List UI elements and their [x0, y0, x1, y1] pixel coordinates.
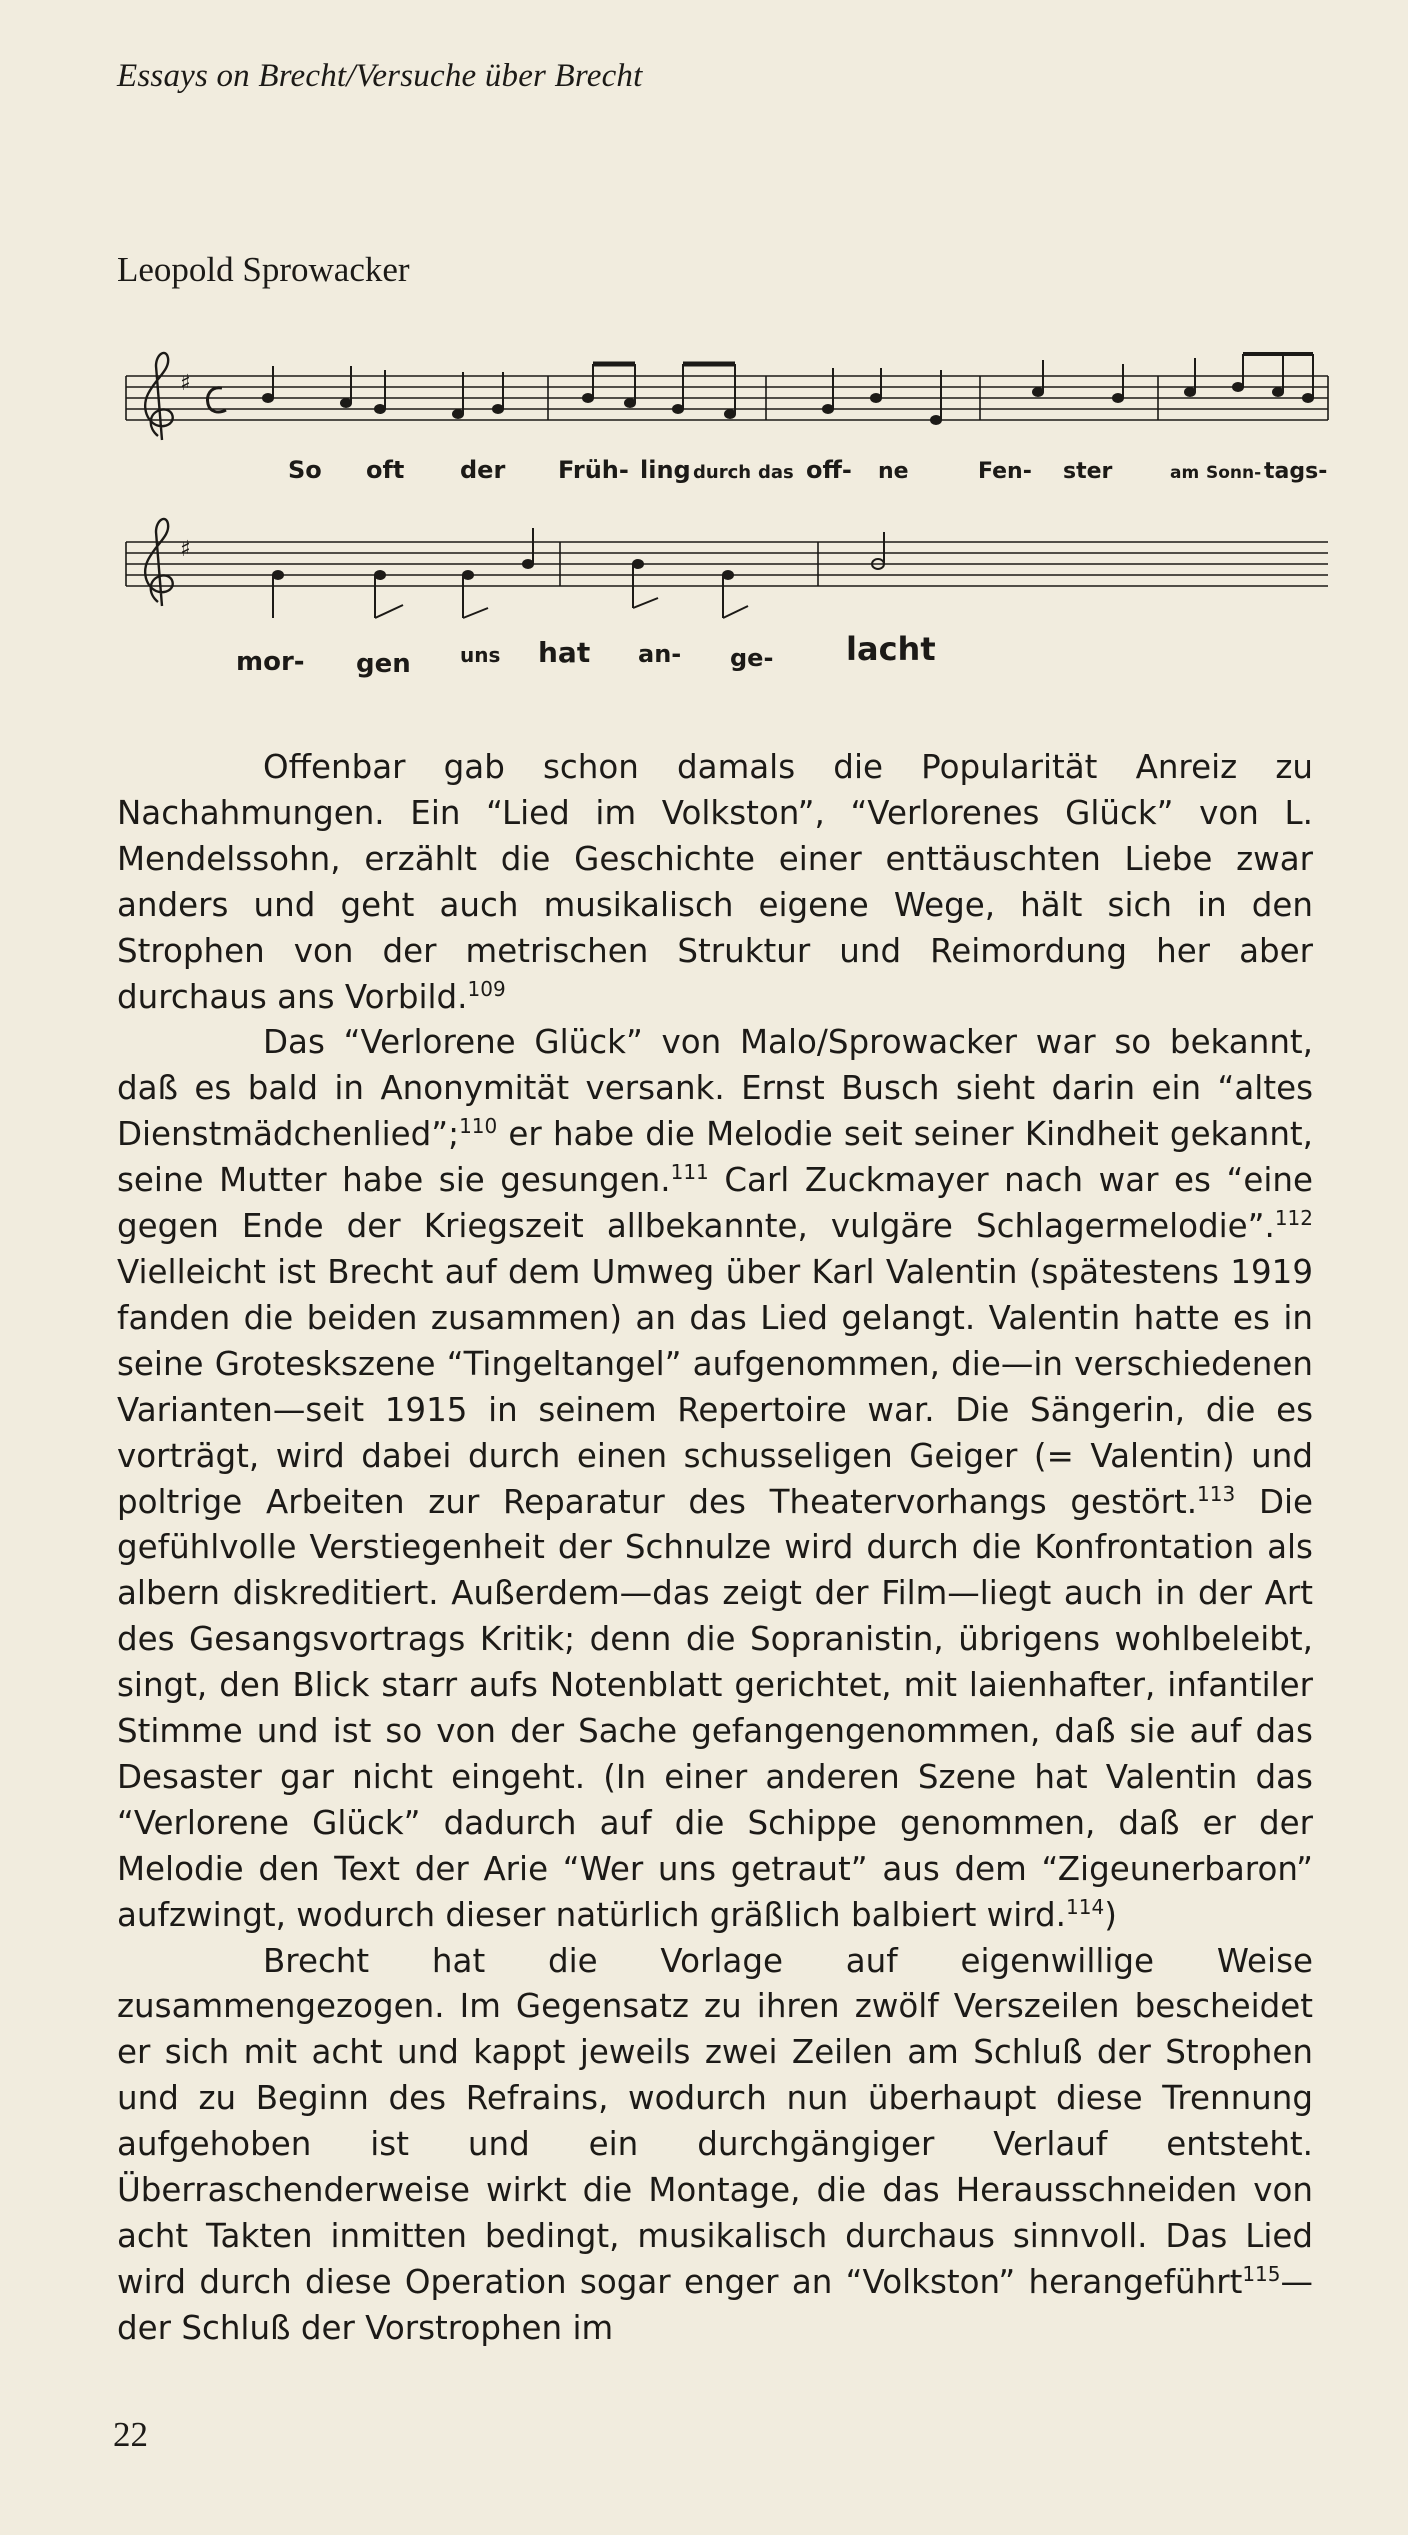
footnote-ref: 112	[1274, 1206, 1313, 1231]
footnote-ref: 113	[1197, 1481, 1236, 1506]
score-lyric: lacht	[846, 630, 936, 668]
svg-text:♯: ♯	[180, 537, 191, 562]
paragraph: Offenbar gab schon damals die Popularität Anreiz zu Nachahmungen. Ein “Lied im Volkston”, “Verlorenes Glück” von L. Mendelssohn, erzählt die Geschichte einer enttäuschten Liebe zwar anders und geht auch musikalisch eigene Wege, hält sich in den Strophen von der metrischen Struktur und Reimordung her aber durchaus ans Vorbild.$^{109}$	[117, 748, 1313, 1016]
body-text	[117, 745, 1313, 2352]
footnote-ref: 110	[459, 1114, 498, 1139]
paragraph: Brecht hat die Vorlage auf eigenwillige Weise zusammengezogen. Im Gegensatz zu ihren zwölf Verszeilen bescheidet er sich mit acht und kappt jeweils zwei Zeilen am Schluß der Strophen und zu Beginn des Refrains, wodurch nun überhaupt diese Trennung aufgehoben ist und ein durchgängiger Verlauf entsteht. Überraschenderweise wirkt die Montage, die das Herausschneiden von acht Takten inmitten bedingt, musikalisch durchaus sinnvoll. Das Lied wird durch diese Operation sogar enger an “Volkston” herangeführt$^{115}$—der Schluß der Vorstrophen im	[117, 1941, 1313, 2347]
score-lyric: hat	[538, 636, 591, 669]
footnote-ref: 114	[1066, 1894, 1105, 1919]
score-lyric: durch	[693, 462, 752, 483]
score-lyric: oft	[366, 456, 405, 484]
score-lyric: So	[288, 456, 322, 484]
music-score	[118, 350, 1333, 710]
score-lyric: an-	[638, 640, 682, 668]
score-lyric: Fen-	[978, 459, 1032, 484]
score-lyric: Früh-	[558, 456, 629, 484]
score-lyric: ge-	[730, 644, 774, 672]
page-number: 22	[113, 2415, 148, 2454]
score-lyric: ne	[878, 459, 909, 484]
score-lyric: der	[460, 456, 506, 484]
score-lyric: gen	[356, 649, 411, 679]
score-svg	[118, 350, 1333, 710]
footnote-ref: 111	[670, 1160, 709, 1185]
score-lyric: am	[1170, 463, 1200, 483]
footnote-ref: 115	[1242, 2262, 1281, 2287]
svg-text:♯: ♯	[180, 371, 191, 396]
score-lyric: tags-	[1264, 459, 1328, 484]
score-lyric: ling	[640, 456, 691, 484]
score-lyric: mor-	[236, 647, 305, 677]
score-lyric: uns	[460, 643, 501, 667]
score-lyric: ster	[1063, 459, 1113, 484]
score-lyric: das	[758, 462, 794, 483]
score-lyric: off-	[806, 456, 852, 484]
score-lyric: Sonn-	[1206, 463, 1262, 483]
composer-name: Leopold Sprowacker	[117, 250, 410, 289]
footnote-ref: 109	[467, 976, 506, 1001]
paragraph: Das “Verlorene Glück” von Malo/Sprowacker war so bekannt, daß es bald in Anonymität versank. Ernst Busch sieht darin ein “altes Dienstmädchenlied”;$^{110}$ er habe die Melodie seit seiner Kindheit gekannt, seine Mutter habe sie gesungen.$^{111}$ Carl Zuckmayer nach war es “eine gegen Ende der Kriegszeit allbekannte, vulgäre Schlagermelodie”.$^{112}$ Vielleicht ist Brecht auf dem Umweg über Karl Valentin (spätestens 1919 fanden die beiden zusammen) an das Lied gelangt. Valentin hatte es in seine Groteskszene “Tingeltangel” aufgenommen, die—in verschiedenen Varianten—seit 1915 in seinem Repertoire war. Die Sängerin, die es vorträgt, wird dabei durch einen schusseligen Geiger (= Valentin) und poltrige Arbeiten zur Reparatur des Theatervorhangs gestört.$^{113}$ Die gefühlvolle Verstiegenheit der Schnulze wird durch die Konfrontation als albern diskreditiert. Außerdem—das zeigt der Film—liegt auch in der Art des Gesangsvortrags Kritik; denn die Sopranistin, übrigens wohlbeleibt, singt, den Blick starr aufs Notenblatt gerichtet, mit laienhafter, infantiler Stimme und ist so von der Sache gefangengenommen, daß sie auf das Desaster gar nicht eingeht. (In einer anderen Szene hat Valentin das “Verlorene Glück” dadurch auf die Schippe genommen, daß er der Melodie den Text der Arie “Wer uns getraut” aus dem “Zigeunerbaron” aufzwingt, wodurch dieser natürlich gräßlich balbiert wird.$^{114}$)	[117, 1023, 1313, 1934]
running-header: Essays on Brecht/Versuche über Brecht	[117, 58, 643, 94]
